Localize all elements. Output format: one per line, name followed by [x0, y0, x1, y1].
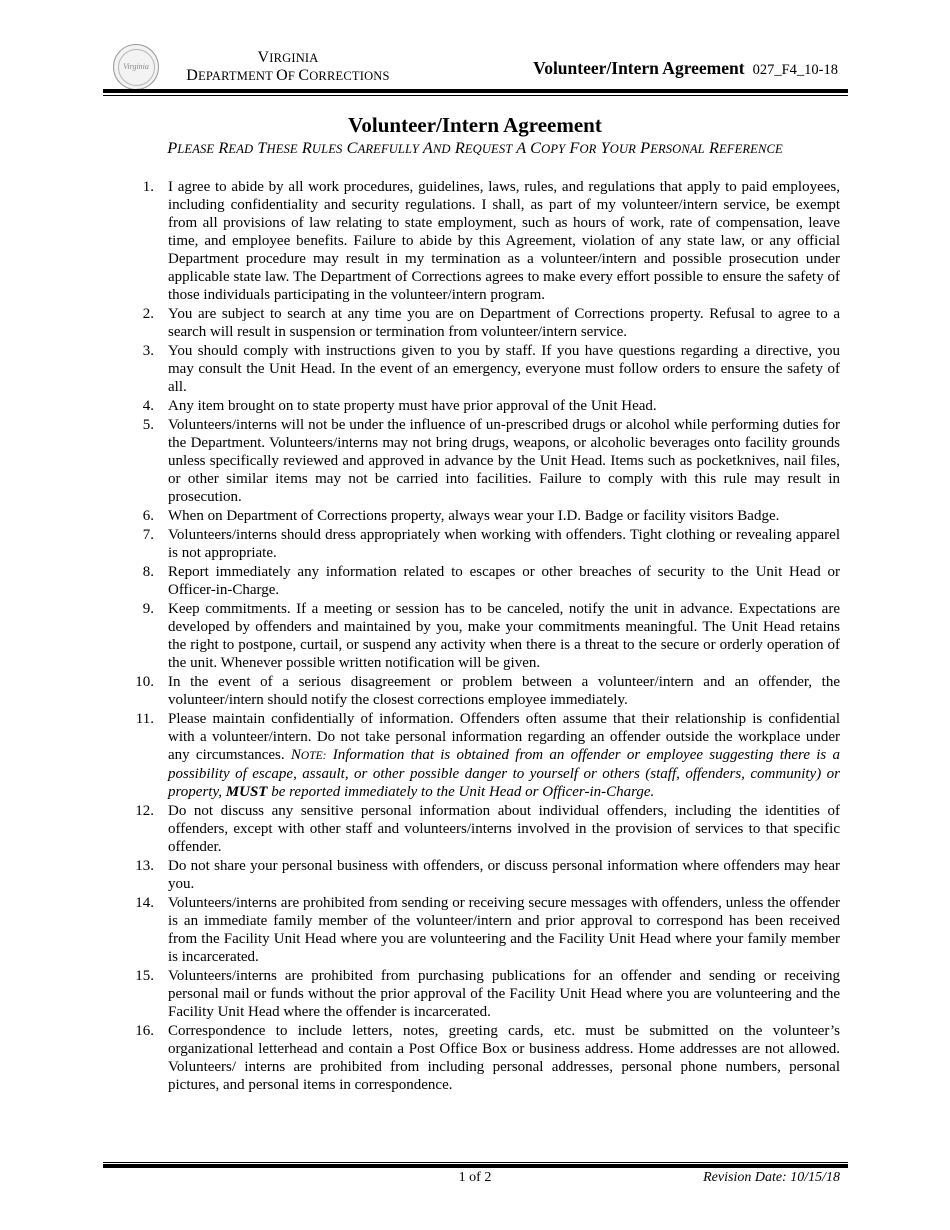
list-item [130, 967, 840, 1021]
header-divider-thick [103, 89, 848, 93]
form-code: 027_F4_10-18 [752, 62, 838, 78]
rule-text: Correspondence to include letters, notes, greeting cards, etc. must be submitted on the volunteer’s organizational letterhead and contain a Post Office Box or business address. Home addresses are not allowed. Volunteers/ interns are prohibited from including personal addresses, personal phone numbers, personal pictures, and personal items in correspondence. [168, 1023, 840, 1093]
rule-text: Volunteers/interns are prohibited from purchasing publications for an offender and sending or receiving personal mail or funds without the prior approval of the Facility Unit Head where you are volunteering and the Facility Unit Head where the offender is incarcerated. [168, 968, 840, 1020]
rule-body: Please maintain confidentially of information. Offenders often assume that their relationship is confidential with a volunteer/intern. Do not take personal information regarding an offender outside the workplace under any circumstances. [168, 711, 840, 763]
agency-name [173, 49, 403, 85]
rule-number: 9. [142, 601, 154, 617]
rule-number: 3. [142, 343, 154, 359]
rule-text: Volunteers/interns are prohibited from sending or receiving secure messages with offenders, unless the offender is an immediate family member of the volunteer/intern and prior approval to correspond has been received from the Facility Unit Head where you are volunteering and the Facility Unit Head where your family member is incarcerated. [168, 895, 840, 965]
list-item [130, 857, 840, 893]
rule-number: 1. [142, 179, 154, 195]
rule-number: 13. [135, 858, 154, 874]
note-must-emphasis: MUST [225, 784, 268, 800]
rule-number: 12. [135, 803, 154, 819]
rule-text: Report immediately any information related to escapes or other breaches of security to the Unit Head or Officer-in-Charge. [168, 564, 840, 598]
list-item [130, 600, 840, 672]
rule-text: Volunteers/interns should dress appropriately when working with offenders. Tight clothing or revealing apparel is not appropriate. [168, 527, 840, 561]
agency-line-department [173, 67, 403, 85]
footer-divider-thin [103, 1162, 848, 1163]
rule-text: When on Department of Corrections property, always wear your I.D. Badge or facility visitors Badge. [168, 508, 780, 524]
rule-number: 2. [142, 306, 154, 322]
rule-text: You should comply with instructions given to you by staff. If you have questions regarding a directive, you may consult the Unit Head. In the event of an emergency, everyone must follow orders to ensure the safety of all. [168, 343, 840, 395]
note-text: Information that is obtained from an offender or employee suggesting there is a possibility of escape, assault, or other possible danger to yourself or others (staff, offenders, community) or property, [168, 747, 841, 800]
form-title [533, 58, 838, 79]
footer-divider-thick [103, 1164, 848, 1168]
list-item [130, 802, 840, 856]
form-title-name: Volunteer/Intern Agreement [533, 58, 745, 78]
rule-text: In the event of a serious disagreement or problem between a volunteer/intern and an offender, the volunteer/intern should notify the closest corrections employee immediately. [168, 674, 840, 708]
rule-number: 6. [142, 508, 154, 524]
rule-text: Volunteers/interns will not be under the influence of un-prescribed drugs or alcohol while performing duties for the Department. Volunteers/interns may not bring drugs, weapons, or alcoholic beverages onto facility grounds unless specifically reviewed and approved in advance by the Unit Head. Items such as pocketknives, nail files, or other similar items may not be carried into facilities. Failure to comply with this rule may result in prosecution. [168, 417, 840, 505]
note-tail: be reported immediately to the Unit Head or Officer-in-Charge. [271, 784, 655, 800]
rules-list [130, 178, 840, 1095]
rule-text: You are subject to search at any time you are on Department of Corrections property. Refusal to agree to a search will result in suspension or termination from volunteer/intern service. [168, 306, 840, 340]
header-divider-thin [103, 95, 848, 96]
note-label: NOTE: [290, 747, 327, 763]
list-item [130, 507, 840, 525]
document-subtitle [0, 138, 950, 158]
virginia-seal-logo [113, 44, 159, 90]
list-item [130, 1022, 840, 1094]
rule-text: Do not share your personal business with offenders, or discuss personal information where offenders may hear you. [168, 858, 840, 892]
agency-line-state [173, 49, 403, 67]
list-item [130, 397, 840, 415]
list-item [130, 305, 840, 341]
list-item [130, 673, 840, 709]
list-item [130, 178, 840, 304]
list-item [130, 526, 840, 562]
rule-number: 14. [135, 895, 154, 911]
rule-number: 4. [142, 398, 154, 414]
revision-date: Revision Date: 10/15/18 [703, 1170, 840, 1185]
document-title: Volunteer/Intern Agreement [348, 113, 602, 137]
rule-number: 5. [142, 417, 154, 433]
rule-number: 11. [135, 711, 154, 727]
document-subtitle-text: PLEASE READ THESE RULES CAREFULLY AND REQUEST A COPY FOR YOUR PERSONAL REFERENCE [167, 138, 783, 157]
list-item [130, 563, 840, 599]
rule-number: 15. [135, 968, 154, 984]
rule-number: 7. [142, 527, 154, 543]
agency-state-text: VIRGINIA [257, 49, 319, 66]
rule-text: I agree to abide by all work procedures, guidelines, laws, rules, and regulations that apply to paid employees, including confidentiality and security regulations. I shall, as part of my volunteer/intern service, be exempt from all provisions of law relating to state employment, such as hours of work, rate of compensation, leave time, and employee benefits. Failure to abide by this Agreement, violation of any state law, or any official Department procedure may result in my termination as a volunteer/intern and possible prosecution under applicable state law. The Department of Corrections agrees to make every effort possible to ensure the safety of those individuals participating in the volunteer/intern program. [168, 179, 840, 303]
agency-department-text: DEPARTMENT OF CORRECTIONS [186, 67, 390, 84]
rule-text: Do not discuss any sensitive personal information about individual offenders, including the identities of offenders, except with other staff and volunteers/interns involved in the provision of services to that specific offender. [168, 803, 840, 855]
list-item [130, 416, 840, 506]
list-item [130, 894, 840, 966]
page-number: 1 of 2 [458, 1170, 492, 1185]
rule-text: Any item brought on to state property must have prior approval of the Unit Head. [168, 398, 657, 414]
rule-number: 8. [142, 564, 154, 580]
rule-number: 16. [135, 1023, 154, 1039]
rule-text: Keep commitments. If a meeting or session has to be canceled, notify the unit in advance. Expectations are developed by offenders and maintained by you, make your commitments meaningful. The Unit Head retains the right to postpone, curtail, or suspend any activity when there is a threat to the secure or orderly operation of the unit. Whenever possible written notification will be given. [168, 601, 840, 671]
rule-text [168, 710, 840, 801]
rule-number: 10. [135, 674, 154, 690]
list-item [130, 710, 840, 801]
seal-text: Virginia [123, 62, 149, 71]
list-item [130, 342, 840, 396]
